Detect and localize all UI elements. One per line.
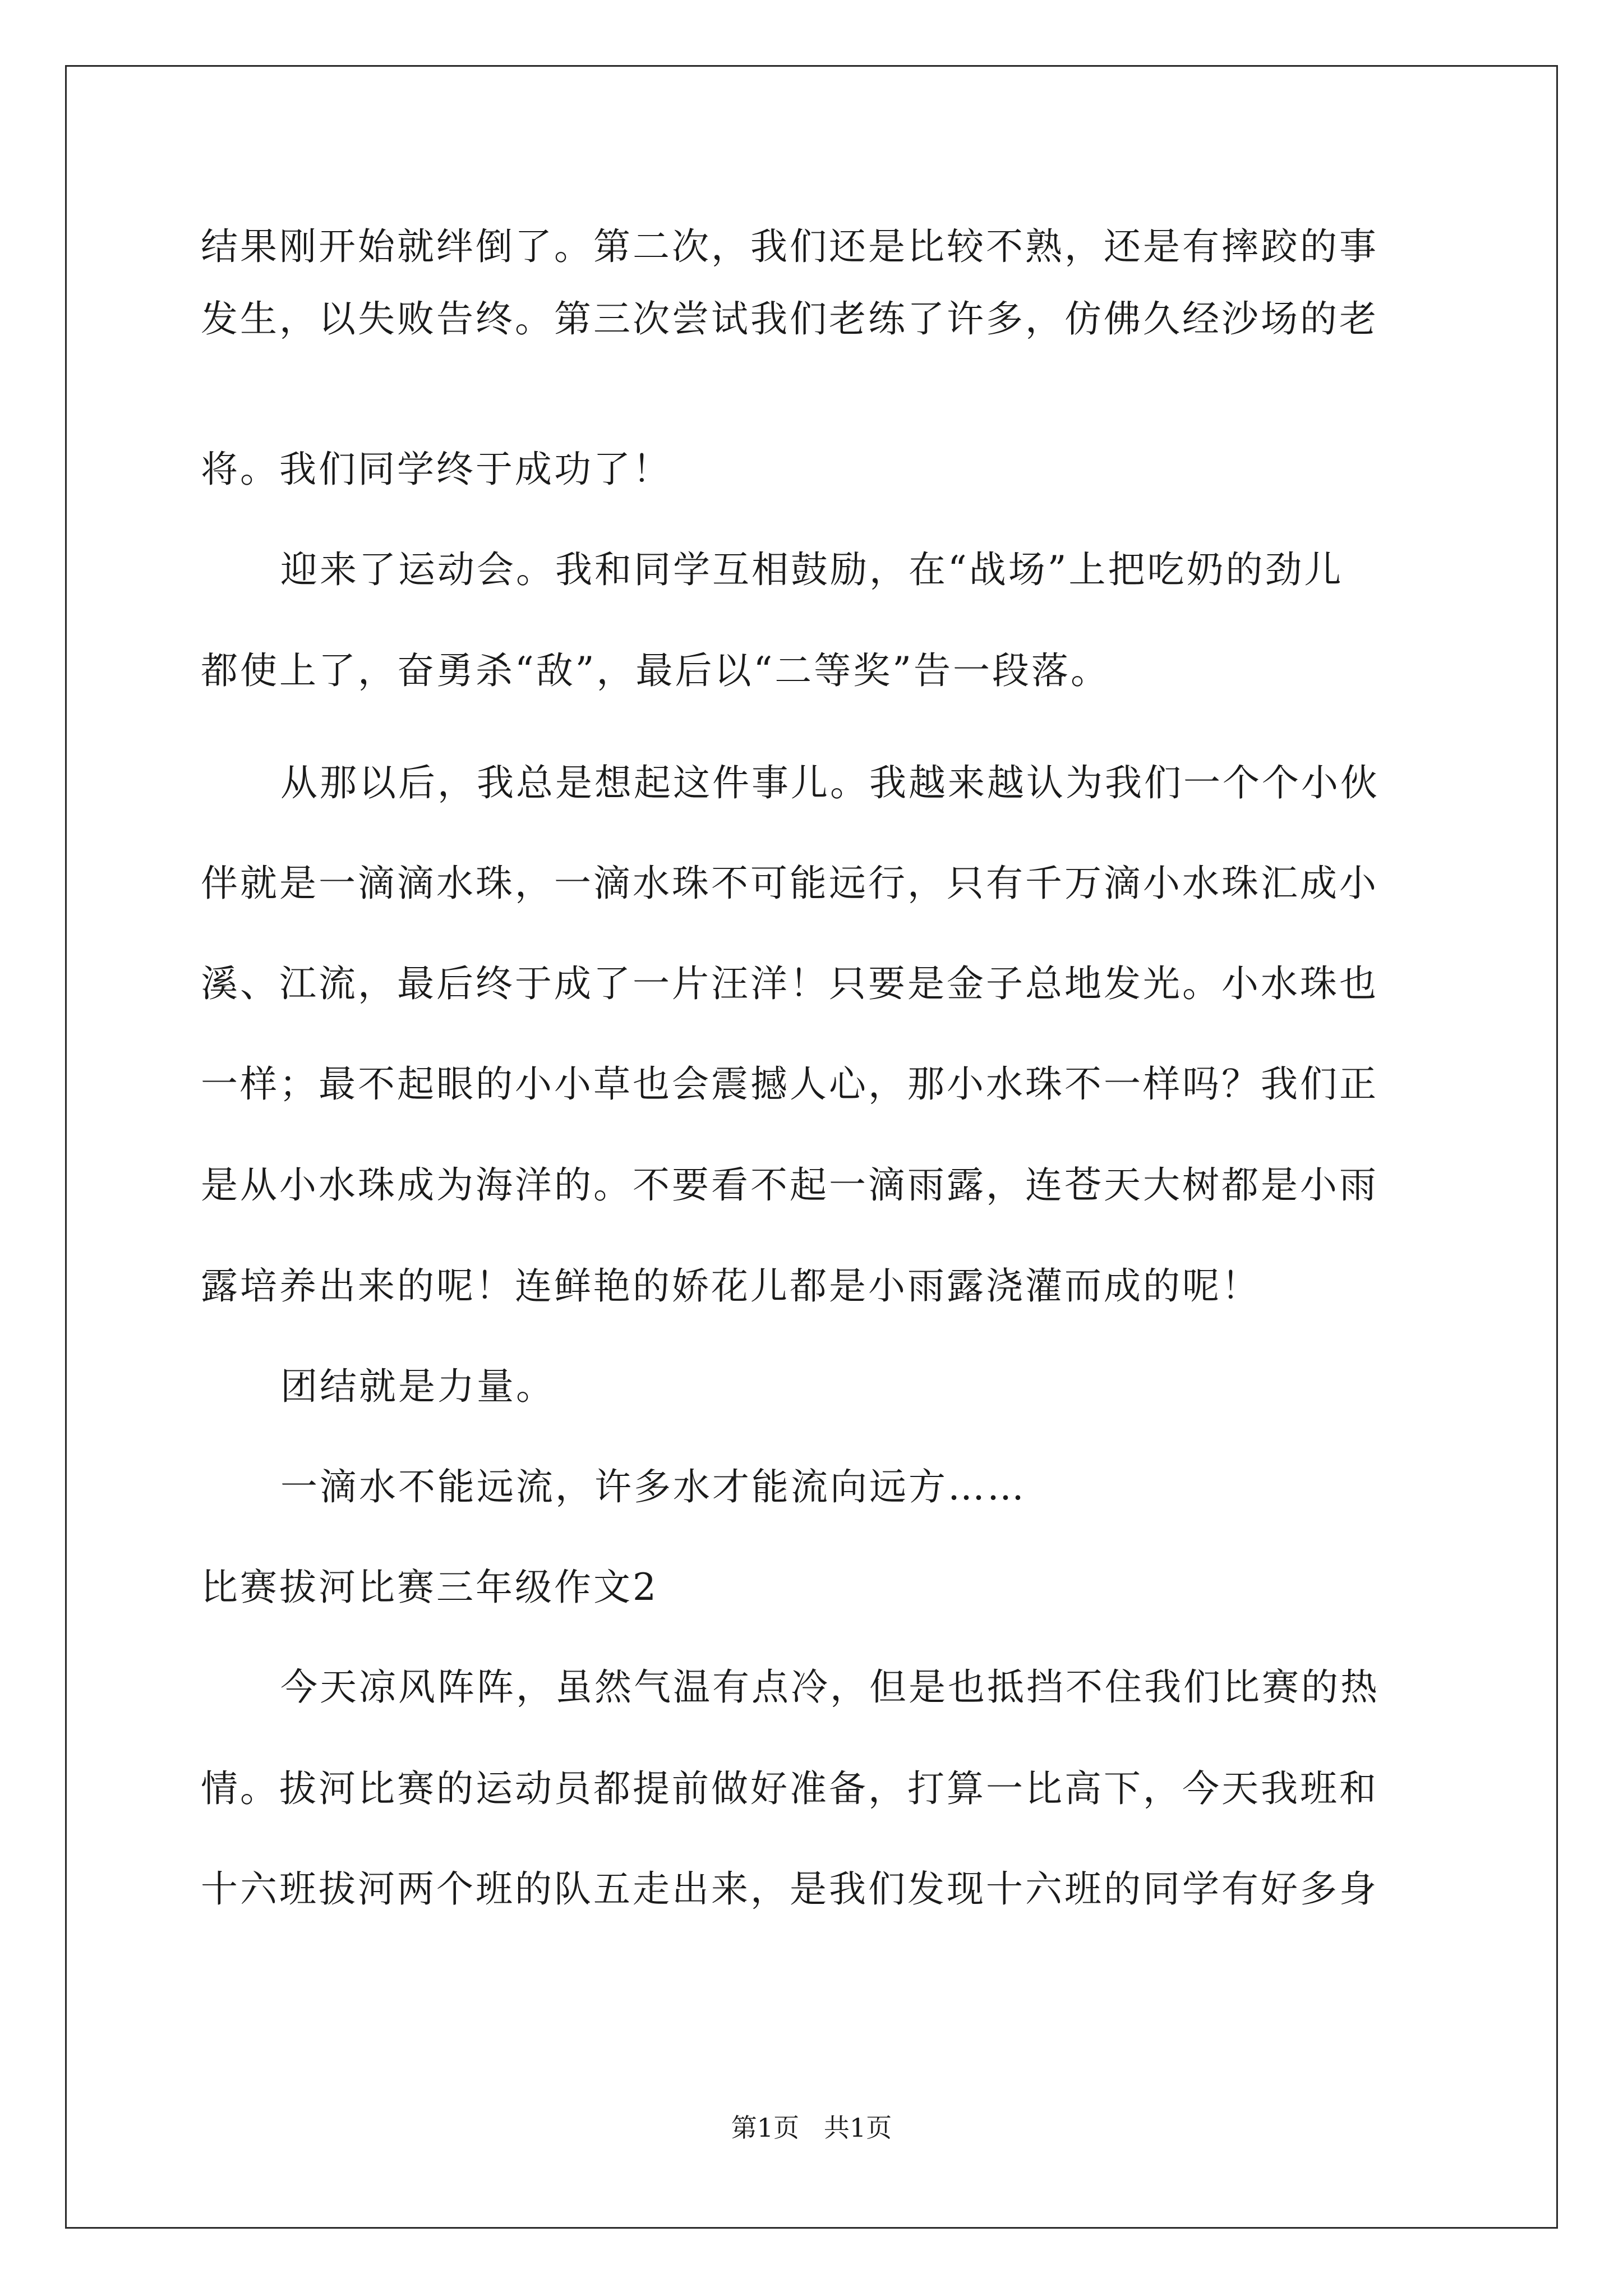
paragraph-first-line: 今天凉风阵阵，虽然气温有点冷，但是也抵挡不住我们比赛的热	[280, 1665, 1380, 1709]
text-line: 十六班拔河两个班的队五走出来，是我们发现十六班的同学有好多身	[201, 1867, 1378, 1911]
text-line: 发生，以失败告终。第三次尝试我们老练了许多，仿佛久经沙场的老	[201, 297, 1378, 341]
text-line: 情。拔河比赛的运动员都提前做好准备，打算一比高下，今天我班和	[201, 1767, 1378, 1810]
paragraph-first-line: 一滴水不能远流，许多水才能流向远方……	[280, 1465, 1026, 1508]
text-line: 伴就是一滴滴水珠，一滴水珠不可能远行，只有千万滴小水珠汇成小	[201, 862, 1378, 905]
text-line: 露培养出来的呢！连鲜艳的娇花儿都是小雨露浇灌而成的呢！	[201, 1264, 1261, 1308]
text-line: 一样；最不起眼的小小草也会震撼人心，那小水珠不一样吗？我们正	[201, 1062, 1378, 1106]
text-line: 结果刚开始就绊倒了。第二次，我们还是比较不熟，还是有摔跤的事	[201, 225, 1378, 268]
text-line: 溪、江流，最后终于成了一片汪洋！只要是金子总地发光。小水珠也	[201, 962, 1378, 1005]
section-heading: 比赛拔河比赛三年级作文2	[201, 1566, 658, 1609]
text-line: 将。我们同学终于成功了！	[201, 448, 672, 491]
paragraph-first-line: 团结就是力量。	[280, 1365, 555, 1408]
paragraph-first-line: 迎来了运动会。我和同学互相鼓励，在“战场”上把吃奶的劲儿	[280, 548, 1344, 591]
paragraph-first-line: 从那以后，我总是想起这件事儿。我越来越认为我们一个个小伙	[280, 761, 1380, 804]
text-line: 都使上了，奋勇杀“敌”，最后以“二等奖”告一段落。	[201, 649, 1110, 692]
page-footer: 第1页 共1页	[731, 2113, 892, 2143]
text-line: 是从小水珠成为海洋的。不要看不起一滴雨露，连苍天大树都是小雨	[201, 1163, 1378, 1207]
